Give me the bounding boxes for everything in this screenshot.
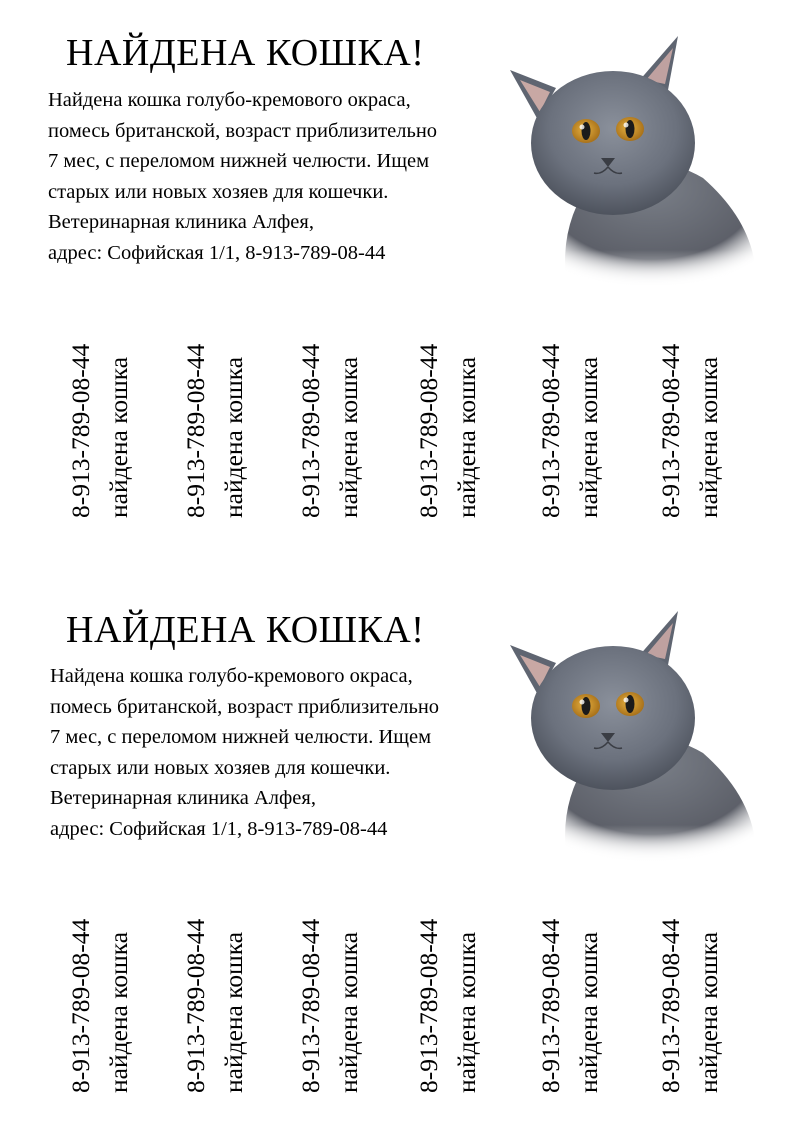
tab-label: найдена кошка <box>104 356 133 518</box>
flyer-bottom <box>0 568 800 1133</box>
tab-phone: 8-913-789-08-44 <box>656 918 685 1093</box>
flyer-top <box>0 0 800 565</box>
tab-phone: 8-913-789-08-44 <box>296 343 325 518</box>
tab-label: найдена кошка <box>574 356 603 518</box>
description-line: Найдена кошка голубо-кремового окраса, <box>50 665 413 687</box>
tab-label: найдена кошка <box>219 356 248 518</box>
tab-label: найдена кошка <box>104 931 133 1093</box>
flyer-description <box>48 85 538 268</box>
description-line: 7 мес, с переломом нижней челюсти. Ищем <box>48 150 430 172</box>
tear-off-tab[interactable] <box>408 298 488 518</box>
tab-phone: 8-913-789-08-44 <box>414 918 443 1093</box>
description-line: помесь британской, возраст приблизительно <box>50 695 440 718</box>
tab-label: найдена кошка <box>694 931 723 1093</box>
tab-phone: 8-913-789-08-44 <box>536 343 565 518</box>
tear-off-tab[interactable] <box>530 873 610 1093</box>
tear-off-tab[interactable] <box>650 873 730 1093</box>
tab-phone: 8-913-789-08-44 <box>414 343 443 518</box>
tab-phone: 8-913-789-08-44 <box>181 918 210 1093</box>
description-line: старых или новых хозяев для кошечки. <box>50 756 391 779</box>
tab-phone: 8-913-789-08-44 <box>66 343 95 518</box>
flyer-description <box>50 661 540 844</box>
description-line: адрес: Софийская 1/1, 8-913-789-08-44 <box>50 817 388 840</box>
tear-off-tab[interactable] <box>290 873 370 1093</box>
description-line: адрес: Софийская 1/1, 8-913-789-08-44 <box>48 241 386 264</box>
description-line: Ветеринарная клиника Алфея, <box>48 211 314 233</box>
tab-phone: 8-913-789-08-44 <box>181 343 210 518</box>
tab-label: найдена кошка <box>694 356 723 518</box>
tear-off-tab[interactable] <box>175 298 255 518</box>
tab-label: найдена кошка <box>452 356 481 518</box>
tab-label: найдена кошка <box>334 931 363 1093</box>
tear-off-tab[interactable] <box>530 298 610 518</box>
tear-off-tab[interactable] <box>650 298 730 518</box>
flyer-title: НАЙДЕНА КОШКА! <box>66 609 425 651</box>
tear-off-tab[interactable] <box>60 298 140 518</box>
tab-phone: 8-913-789-08-44 <box>296 918 325 1093</box>
tab-phone: 8-913-789-08-44 <box>66 918 95 1093</box>
description-line: помесь британской, возраст приблизительно <box>48 119 438 142</box>
tab-label: найдена кошка <box>574 931 603 1093</box>
description-line: 7 мес, с переломом нижней челюсти. Ищем <box>50 726 432 748</box>
cat-photo <box>498 603 760 865</box>
description-line: старых или новых хозяев для кошечки. <box>48 180 389 203</box>
tear-off-tab[interactable] <box>290 298 370 518</box>
tear-off-tab[interactable] <box>60 873 140 1093</box>
description-line: Найдена кошка голубо-кремового окраса, <box>48 89 411 111</box>
tab-label: найдена кошка <box>219 931 248 1093</box>
tab-label: найдена кошка <box>334 356 363 518</box>
tab-phone: 8-913-789-08-44 <box>536 918 565 1093</box>
tear-off-tab[interactable] <box>408 873 488 1093</box>
flyer-title: НАЙДЕНА КОШКА! <box>66 32 425 74</box>
description-line: Ветеринарная клиника Алфея, <box>50 787 316 809</box>
tab-label: найдена кошка <box>452 931 481 1093</box>
tab-phone: 8-913-789-08-44 <box>656 343 685 518</box>
cat-photo <box>498 28 760 290</box>
tear-off-tab[interactable] <box>175 873 255 1093</box>
